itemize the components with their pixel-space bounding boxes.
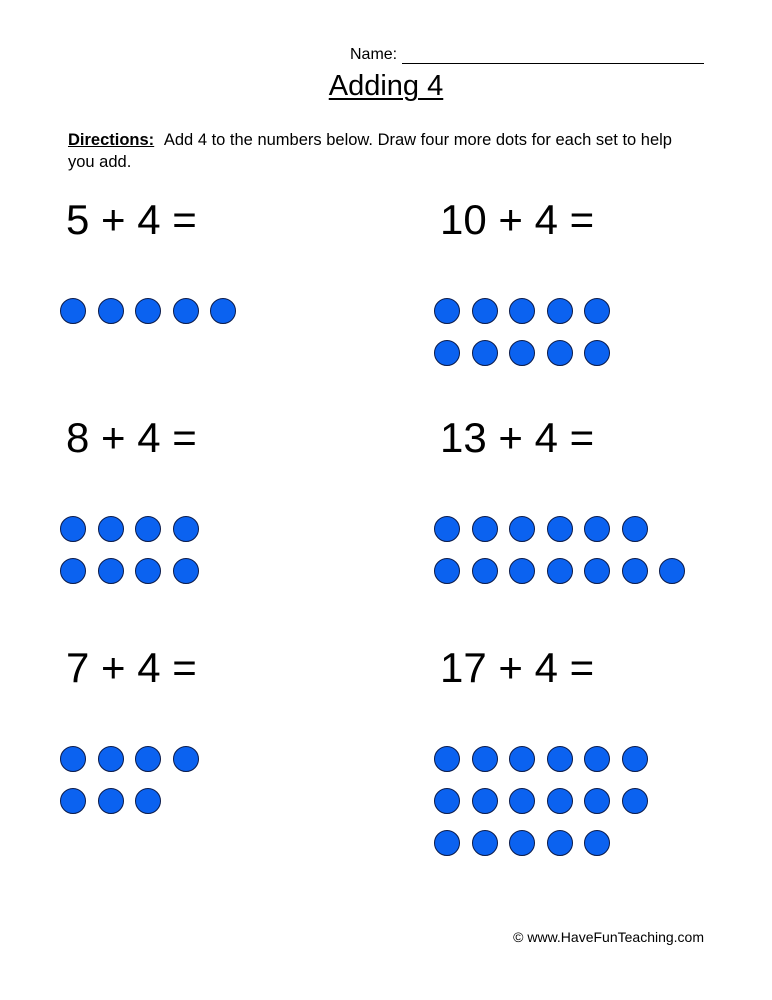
counting-dot — [60, 746, 86, 772]
counting-dot — [434, 746, 460, 772]
directions — [68, 129, 698, 173]
counting-dot — [547, 788, 573, 814]
counting-dot — [98, 558, 124, 584]
dot-set — [66, 414, 396, 614]
counting-dot — [547, 516, 573, 542]
counting-dot — [472, 558, 498, 584]
counting-dot — [547, 830, 573, 856]
counting-dot — [434, 516, 460, 542]
counting-dot — [509, 830, 535, 856]
counting-dot — [98, 788, 124, 814]
counting-dot — [60, 788, 86, 814]
name-blank-line[interactable] — [402, 63, 704, 64]
counting-dot — [98, 516, 124, 542]
copyright-footer: © www.HaveFunTeaching.com — [513, 929, 704, 945]
problem-5 — [66, 644, 396, 834]
counting-dot — [584, 516, 610, 542]
counting-dot — [622, 788, 648, 814]
problem-4 — [440, 414, 770, 604]
counting-dot — [584, 340, 610, 366]
counting-dot — [584, 788, 610, 814]
counting-dot — [547, 746, 573, 772]
counting-dot — [622, 558, 648, 584]
worksheet-title-text: Adding 4 — [328, 70, 444, 102]
counting-dot — [60, 516, 86, 542]
counting-dot — [584, 746, 610, 772]
counting-dot — [622, 746, 648, 772]
counting-dot — [509, 516, 535, 542]
counting-dot — [509, 298, 535, 324]
counting-dot — [210, 298, 236, 324]
problem-6 — [440, 644, 770, 874]
counting-dot — [472, 298, 498, 324]
dot-set — [440, 644, 770, 844]
problem-equation: 5 + 4 = — [66, 196, 197, 243]
counting-dot — [509, 746, 535, 772]
dot-set — [440, 414, 770, 614]
counting-dot — [173, 516, 199, 542]
counting-dot — [509, 788, 535, 814]
worksheet-title — [0, 68, 772, 104]
counting-dot — [509, 340, 535, 366]
dot-set — [66, 644, 396, 844]
counting-dot — [659, 558, 685, 584]
counting-dot — [472, 830, 498, 856]
counting-dot — [434, 830, 460, 856]
counting-dot — [434, 298, 460, 324]
counting-dot — [584, 558, 610, 584]
counting-dot — [173, 746, 199, 772]
dot-set — [440, 196, 770, 396]
problem-equation: 10 + 4 = — [440, 196, 595, 243]
counting-dot — [472, 788, 498, 814]
counting-dot — [135, 788, 161, 814]
directions-text: Add 4 to the numbers below. Draw four more dots for each set to help you add. — [68, 131, 672, 171]
problem-equation: 8 + 4 = — [66, 414, 197, 461]
problem-3 — [66, 414, 396, 604]
counting-dot — [622, 516, 648, 542]
counting-dot — [584, 298, 610, 324]
counting-dot — [60, 298, 86, 324]
counting-dot — [434, 340, 460, 366]
counting-dot — [173, 558, 199, 584]
name-field — [350, 45, 706, 67]
counting-dot — [547, 298, 573, 324]
counting-dot — [60, 558, 86, 584]
counting-dot — [434, 788, 460, 814]
problem-equation: 7 + 4 = — [66, 644, 197, 691]
counting-dot — [135, 746, 161, 772]
counting-dot — [135, 298, 161, 324]
name-label: Name: — [350, 46, 398, 63]
counting-dot — [135, 516, 161, 542]
counting-dot — [434, 558, 460, 584]
counting-dot — [98, 298, 124, 324]
counting-dot — [509, 558, 535, 584]
counting-dot — [472, 516, 498, 542]
counting-dot — [472, 746, 498, 772]
counting-dot — [173, 298, 199, 324]
counting-dot — [547, 340, 573, 366]
directions-label: Directions: — [68, 131, 155, 149]
problem-2 — [440, 196, 770, 386]
counting-dot — [472, 340, 498, 366]
problem-equation: 13 + 4 = — [440, 414, 595, 461]
counting-dot — [98, 746, 124, 772]
dot-set — [66, 196, 396, 396]
problem-equation: 17 + 4 = — [440, 644, 595, 691]
counting-dot — [547, 558, 573, 584]
problem-1 — [66, 196, 396, 346]
counting-dot — [584, 830, 610, 856]
counting-dot — [135, 558, 161, 584]
